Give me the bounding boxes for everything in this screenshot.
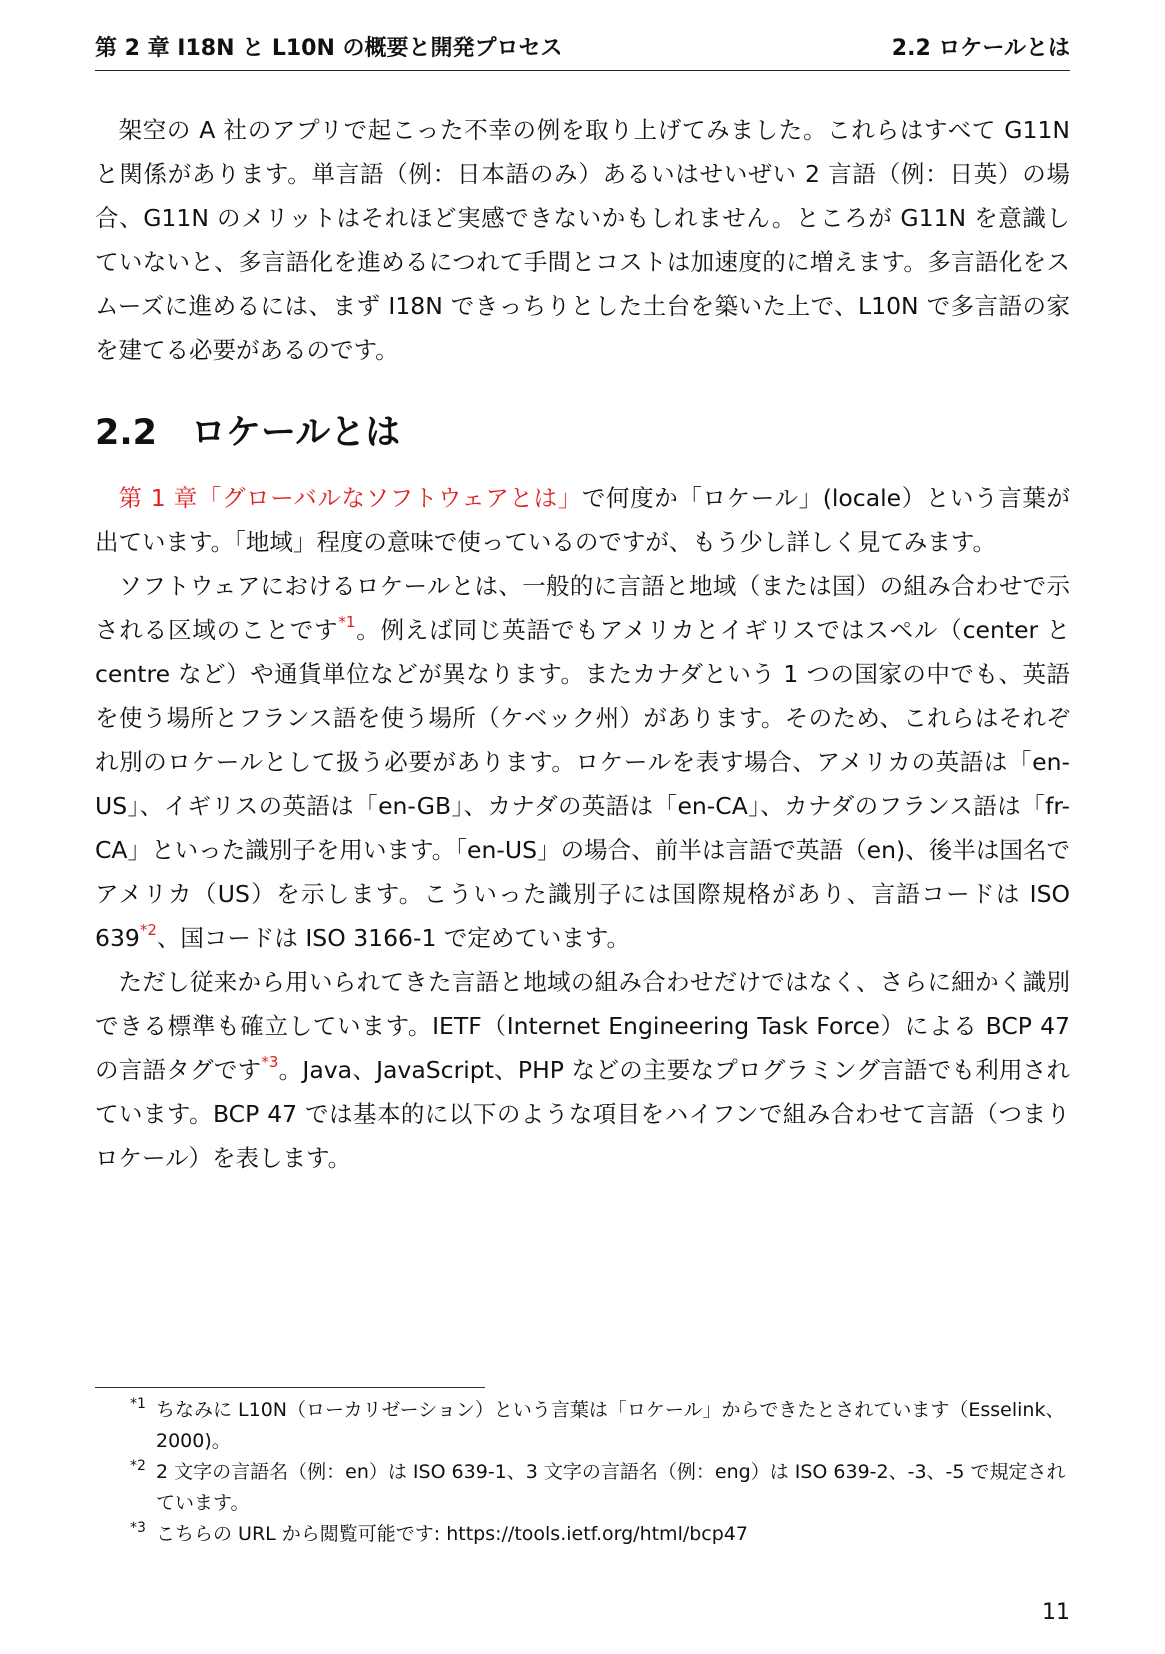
paragraph-1: [95, 476, 1070, 564]
paragraph-1-text: で何度か「ロケール」(locale）という言葉が出ています。「地域」程度の意味で使っているのですが、もう少し詳しく見てみます。: [95, 484, 1070, 556]
footnote-3-mark: *3: [130, 1520, 146, 1536]
section-title: ロケールとは: [191, 413, 401, 453]
intro-paragraph-block: [95, 108, 1070, 372]
section-heading: [95, 408, 1070, 458]
footnote-1: [130, 1395, 1070, 1457]
footnote-divider: [95, 1387, 485, 1388]
running-header: [95, 32, 1070, 71]
intro-paragraph: 架空の A 社のアプリで起こった不幸の例を取り上げてみました。これらはすべて G11N と関係があります。単言語（例：日本語のみ）あるいはせいぜい 2 言語（例：日英）の場合、G11N のメリットはそれほど実感できないかもしれません。ところが G11N を意識していないと、多言語化を進めるにつれて手間とコストは加速度的に増えます。多言語化をスムーズに進めるには、まず I18N できっちりとした土台を築いた上で、L10N で多言語の家を建てる必要があるのです。: [95, 116, 1071, 364]
paragraph-3: [95, 960, 1070, 1180]
footnote-3: [130, 1519, 1070, 1550]
footnote-ref-2[interactable]: *2: [139, 921, 157, 940]
paragraph-2-text-b: 。例えば同じ英語でもアメリカとイギリスではスペル（center と centre など）や通貨単位などが異なります。またカナダという 1 つの国家の中でも、英語を使う場所とフランス語を使う場所（ケベック州）があります。そのため、これらはそれぞれ別のロケールとして扱う必要があります。ロケールを表す場合、アメリカの英語は「en-US」、イギリスの英語は「en-GB」、カナダの英語は「en-CA」、カナダのフランス語は「fr-CA」といった識別子を用います。「en-US」の場合、前半は言語で英語（en)、後半は国名でアメリカ（US）を示します。こういった識別子には国際規格があり、言語コードは ISO 639: [95, 616, 1070, 952]
footnote-1-mark: *1: [130, 1396, 146, 1412]
paragraph-3-text-b: 。Java、JavaScript、PHP などの主要なプログラミング言語でも利用されています。BCP 47 では基本的に以下のような項目をハイフンで組み合わせて言語（つまりロケール）を表します。: [95, 1056, 1071, 1172]
footnote-2-text: 2 文字の言語名（例：en）は ISO 639-1、3 文字の言語名（例：eng）は ISO 639-2、-3、-5 で規定されています。: [156, 1461, 1066, 1514]
chapter-1-link[interactable]: 第 1 章「グローバルなソフトウェアとは」: [118, 484, 582, 512]
footnote-1-text: ちなみに L10N（ローカリゼーション）という言葉は「ロケール」からできたとされています（Esselink、2000)。: [156, 1399, 1065, 1452]
chapter-title: 第 2 章 I18N と L10N の概要と開発プロセス: [95, 36, 563, 61]
paragraph-2: [95, 564, 1070, 960]
section-header-title: 2.2 ロケールとは: [891, 36, 1070, 61]
paragraph-2-text-c: 、国コードは ISO 3166-1 で定めています。: [156, 924, 631, 952]
footnote-2: [130, 1457, 1070, 1519]
footnotes: [130, 1395, 1070, 1550]
paragraph-3-text-a: ただし従来から用いられてきた言語と地域の組み合わせだけではなく、さらに細かく識別できる標準も確立しています。IETF（Internet Engineering Task Force）による BCP 47 の言語タグです: [95, 968, 1070, 1084]
footnote-ref-1[interactable]: *1: [338, 613, 356, 632]
footnote-2-mark: *2: [130, 1458, 146, 1474]
paragraph-2-text-a: ソフトウェアにおけるロケールとは、一般的に言語と地域（または国）の組み合わせで示される区域のことです: [95, 572, 1070, 644]
body-paragraphs: [95, 476, 1070, 1180]
footnote-ref-3[interactable]: *3: [261, 1053, 279, 1072]
page-number: 11: [1042, 1600, 1070, 1625]
section-number: 2.2: [95, 413, 158, 453]
footnote-3-text: こちらの URL から閲覧可能です: https://tools.ietf.org/html/bcp47: [156, 1523, 748, 1545]
